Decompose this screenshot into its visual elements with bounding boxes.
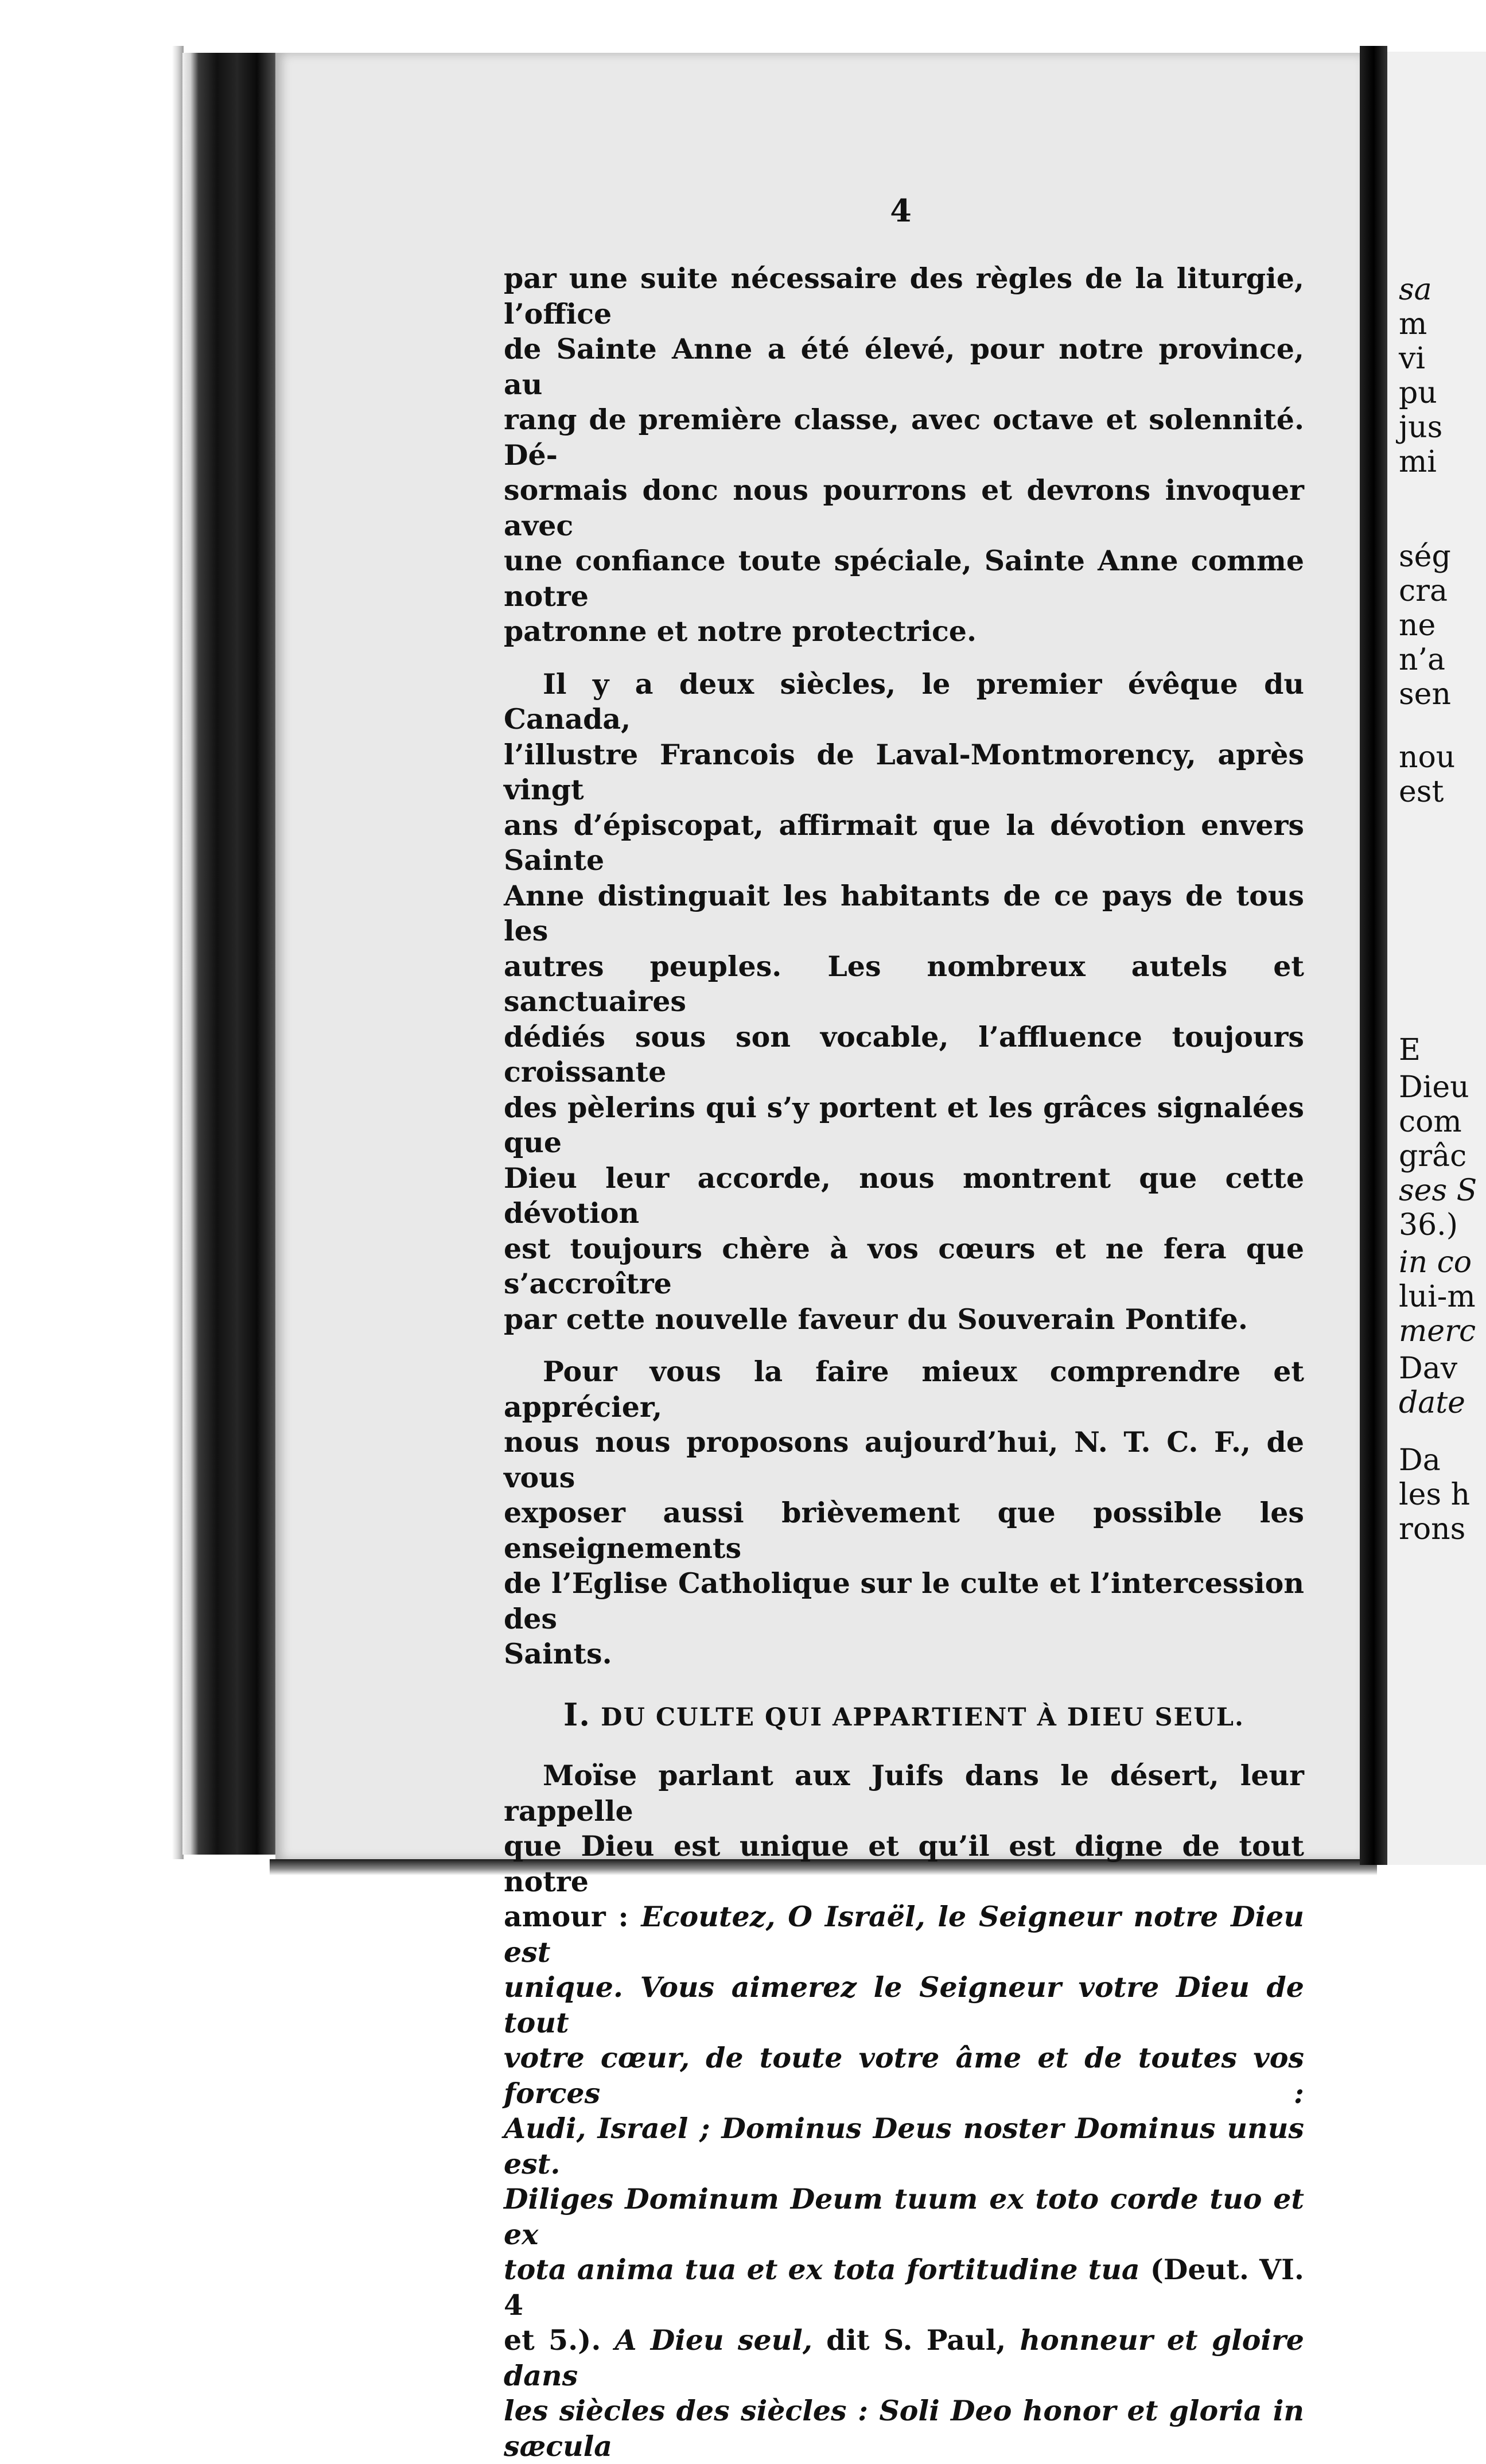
text-line: par une suite nécessaire des règles de la liturgie, l’office — [504, 262, 1304, 331]
text-line: par cette nouvelle faveur du Souverain Pontife. — [504, 1302, 1248, 1336]
opposite-page-line: ség — [1399, 539, 1451, 574]
paragraph-3 — [504, 1354, 1304, 1672]
binding-edge — [172, 46, 184, 1859]
text-line: sormais donc nous pourrons et devrons invoquer avec — [504, 473, 1304, 542]
text-line — [504, 2252, 1304, 2323]
text-line: Anne distinguait les habitants de ce pays de tous les — [504, 879, 1304, 947]
opposite-page-line: les h — [1399, 1478, 1471, 1512]
main-text — [504, 261, 1304, 2464]
text-run: et 5.). — [504, 2323, 615, 2357]
page-gutter — [1360, 46, 1387, 1865]
opposite-page-line: n’a — [1399, 643, 1446, 677]
opposite-page-line: nou — [1399, 740, 1456, 775]
text-line — [504, 2323, 1304, 2393]
opposite-page-line: com — [1399, 1105, 1462, 1139]
opposite-page-line: vi — [1399, 341, 1426, 376]
opposite-page-line: mi — [1399, 445, 1437, 479]
text-line: Saints. — [504, 1637, 612, 1670]
book-spine — [182, 53, 280, 1855]
opposite-page-line: pu — [1399, 376, 1437, 410]
text-line: Audi, Israel ; Dominus Deus noster Dominus unus est. — [504, 2112, 1304, 2181]
text-line: l’illustre Francois de Laval-Montmorency, après vingt — [504, 737, 1304, 806]
text-line: une confiance toute spéciale, Sainte Anne comme notre — [504, 544, 1304, 613]
text-line: patronne et notre protectrice. — [504, 615, 977, 648]
opposite-page-line: merc — [1399, 1314, 1476, 1348]
opposite-page-line: ne — [1399, 608, 1436, 643]
paragraph-2 — [504, 667, 1304, 1338]
text-line: dédiés sous son vocable, l’affluence toujours croissante — [504, 1020, 1304, 1089]
opposite-page-line: sa — [1399, 273, 1432, 307]
section-numeral: I. — [563, 1696, 592, 1733]
text-line: autres peuples. Les nombreux autels et sanctuaires — [504, 949, 1304, 1018]
section-title: DU CULTE QUI APPARTIENT À DIEU SEUL. — [601, 1703, 1244, 1732]
section-heading — [504, 1697, 1304, 1736]
text-line: unique. Vous aimerez le Seigneur votre Dieu de tout — [504, 1971, 1304, 2039]
opposite-page-line: est — [1399, 775, 1444, 809]
text-line: Dieu leur accorde, nous montrent que cette dévotion — [504, 1161, 1304, 1230]
opposite-page — [1387, 52, 1486, 1865]
text-line: Moïse parlant aux Juifs dans le désert, leur rappelle — [504, 1759, 1304, 1828]
opposite-page-line: jus — [1399, 410, 1443, 445]
text-run-italic: honneur et gloire dans — [504, 2323, 1304, 2392]
text-line: que Dieu est unique et qu’il est digne de tout notre — [504, 1829, 1304, 1898]
opposite-page-line: Dav — [1399, 1351, 1458, 1386]
text-line: Diliges Dominum Deum tuum ex toto corde tuo et ex — [504, 2182, 1304, 2251]
page-number: 4 — [890, 192, 912, 229]
opposite-page-line: sen — [1399, 677, 1451, 712]
text-line: de Sainte Anne a été élevé, pour notre province, au — [504, 332, 1304, 401]
text-line: exposer aussi brièvement que possible les enseignements — [504, 1496, 1304, 1565]
text-line: Il y a deux siècles, le premier évêque du Canada, — [504, 667, 1304, 736]
text-line: Pour vous la faire mieux comprendre et apprécier, — [504, 1355, 1304, 1424]
opposite-page-line: m — [1399, 307, 1427, 341]
text-line: est toujours chère à vos cœurs et ne fera que s’accroître — [504, 1231, 1304, 1300]
text-run: (Deut. VI. 4 — [504, 2253, 1304, 2322]
text-run-italic: A Dieu seul, — [614, 2323, 812, 2357]
text-run: dit S. Paul, — [812, 2323, 1020, 2357]
opposite-page-line: Dieu — [1399, 1070, 1469, 1105]
opposite-page-line: in co — [1399, 1245, 1472, 1280]
text-line: des pèlerins qui s’y portent et les grâces signalées que — [504, 1090, 1304, 1159]
text-line: nous nous proposons aujourd’hui, N. T. C. F., de vous — [504, 1425, 1304, 1494]
opposite-page-line: 36.) — [1399, 1208, 1458, 1242]
paragraph-1 — [504, 261, 1304, 650]
opposite-page-line: cra — [1399, 574, 1448, 608]
text-line: votre cœur, de toute votre âme et de toutes vos forces : — [504, 2041, 1304, 2110]
text-line: rang de première classe, avec octave et solennité. Dé- — [504, 403, 1304, 472]
opposite-page-line: lui-m — [1399, 1280, 1476, 1314]
opposite-page-line: Da — [1399, 1443, 1441, 1478]
opposite-page-line: E — [1399, 1033, 1421, 1067]
text-line: ans d’épiscopat, affirmait que la dévotion envers Sainte — [504, 808, 1304, 877]
opposite-page-line: grâc — [1399, 1139, 1467, 1173]
text-line: de l’Eglise Catholique sur le culte et l’intercession des — [504, 1567, 1304, 1635]
paragraph-4 — [504, 1758, 1304, 2464]
text-run-italic: tota anima tua et ex tota fortitudine tua — [504, 2253, 1140, 2286]
opposite-page-line: date — [1399, 1386, 1465, 1420]
text-line: les siècles des siècles : Soli Deo honor et gloria in sæcula — [504, 2394, 1304, 2463]
text-run: amour : — [504, 1900, 641, 1933]
opposite-page-line: rons — [1399, 1512, 1466, 1546]
text-line — [504, 1899, 1304, 1970]
text-run-italic: Ecoutez, O Israël, le Seigneur notre Dieu est — [504, 1900, 1304, 1969]
opposite-page-line: ses S — [1399, 1173, 1477, 1208]
